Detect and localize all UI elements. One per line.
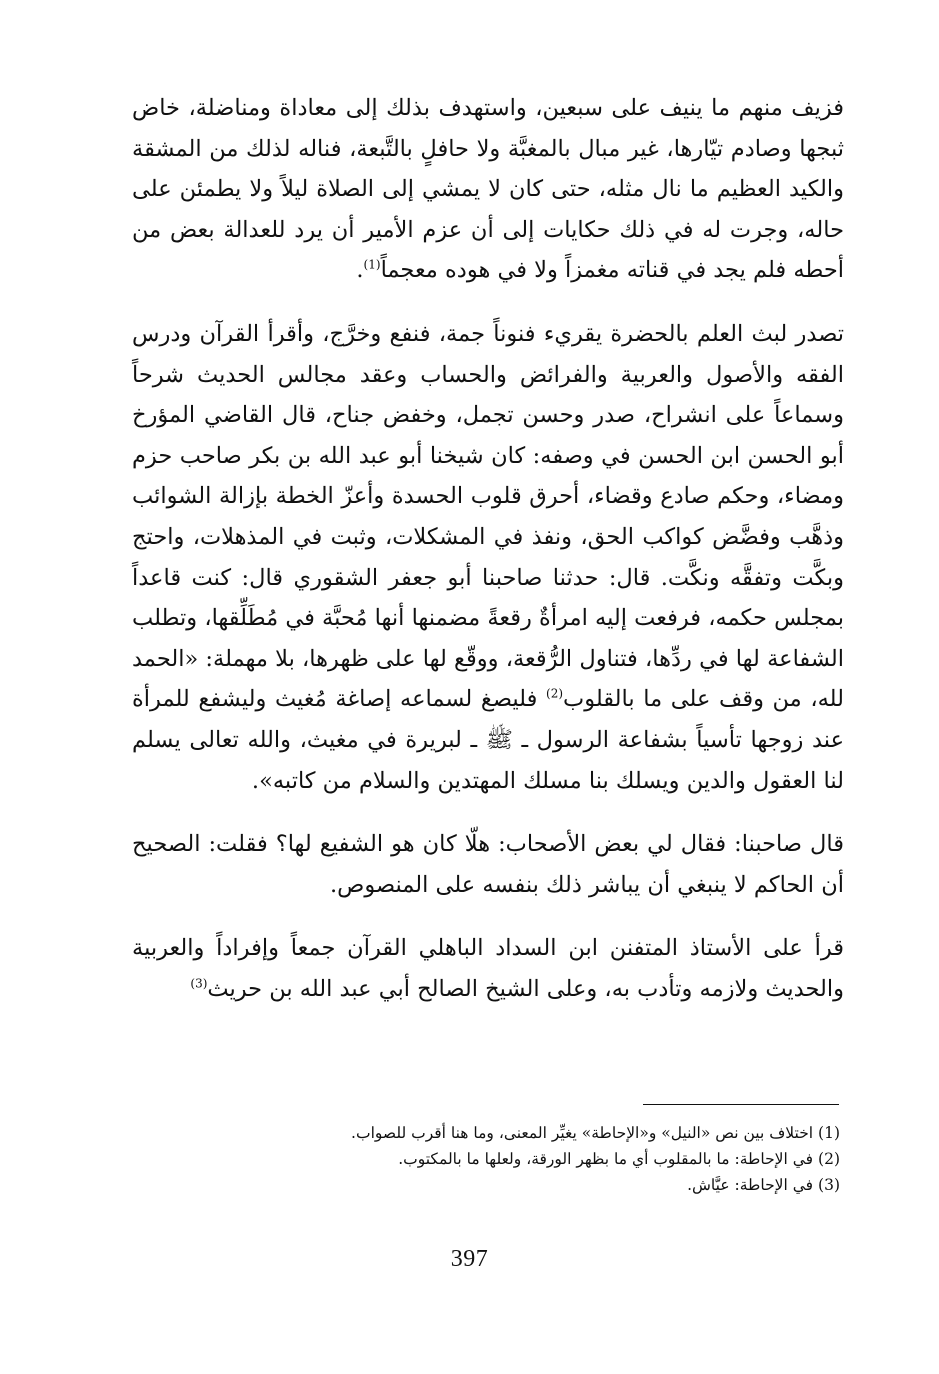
footnote-ref-2[interactable]: (2) [546,686,564,701]
paragraph-1-text: فزيف منهم ما ينيف على سبعين، واستهدف بذلك إلى معاداة ومناضلة، خاض ثبجها وصادم تيّارها، غير مبال بالمغبَّة ولا حافلٍ بالتَّبعة، فناله لذلك من المشقة والكيد العظيم ما نال مثله، حتى كان لا يمشي إلى الصلاة ليلاً ولا يطمئن على حاله، وجرت له في ذلك حكايات إلى أن عزم الأمير أن يرد للعدالة بعض من أحطه فلم يجد في قناته مغمزاً ولا في هوده معجماً [132,95,844,284]
paragraph-2-text: تصدر لبث العلم بالحضرة يقريء فنوناً جمة، فنفع وخرَّج، وأقرأ القرآن ودرس الفقه والأصول والعربية والفرائض والحساب وعقد مجالس الحديث شرحاً وسماعاً على انشراح، صدر وحسن تجمل، وخفض جناح، قال القاضي المؤرخ أبو الحسن ابن الحسن في وصفه: كان شيخنا أبو عبد الله بن بكر صاحب حزم ومضاء، وحكم صادع وقضاء، أحرق قلوب الحسدة وأعزّ الخطة بإزالة الشوائب وذهَّب وفضَّض كواكب الحق، ونفذ في المشكلات، وثبت في المذهلات، واحتج وبكَّت وتفقَّه ونكَّت. قال: حدثنا صاحبنا أبو جعفر الشقوري قال: كنت قاعداً بمجلس حكمه، فرفعت إليه امرأةٌ رقعةً مضمنها أنها مُحبَّة في مُطَلِّقها، وتطلب الشفاعة لها في ردِّها، فتناول الرُّقعة، ووقّع لها على ظهرها، بلا مهملة: «الحمد لله، من وقف على ما بالقلوب [132,320,844,713]
footnote-2: (2) في الإحاطة: ما بالمقلوب أي ما بظهر الورقة، ولعلها ما بالمكتوب. [398,1150,840,1168]
paragraph-2 [132,314,844,801]
paragraph-3-text: قال صاحبنا: فقال لي بعض الأصحاب: هلّا كان هو الشفيع لها؟ فقلت: الصحيح أن الحاكم لا ينبغي أن يباشر ذلك بنفسه على المنصوص. [132,831,844,898]
paragraph-1 [132,88,844,291]
paragraph-3 [132,824,844,905]
footnote-ref-3[interactable]: (3) [190,976,208,991]
footnote-separator-rule [643,1104,839,1105]
paragraph-2-tail: فليصغ لسماعه إصاغة مُغيث وليشفع للمرأة عند زوجها تأسياً بشفاعة الرسول ـ ﷺ ـ لبريرة في مغيث، والله تعالى يسلم لنا العقول والدين ويسلك بنا مسلك المهتدين والسلام من كاتبه». [132,686,844,794]
footnotes [132,1120,840,1198]
footnote-1: (1) اختلاف بين نص «النيل» و«الإحاطة» يغيِّر المعنى، وما هنا أقرب للصواب. [351,1124,840,1142]
paragraph-1-tail: . [356,257,364,284]
paragraph-4-text: قرأ على الأستاذ المتفنن ابن السداد الباهلي القرآن جمعاً وإفراداً والعربية والحديث ولازمه وتأدب به، وعلى الشيخ الصالح أبي عبد الله بن حريث [132,935,844,1002]
page-number: 397 [450,1246,489,1272]
footnote-3: (3) في الإحاطة: عيَّاش. [687,1176,840,1194]
main-text [132,88,844,1009]
footnote-ref-1[interactable]: (1) [363,257,381,272]
paragraph-4 [132,928,844,1009]
